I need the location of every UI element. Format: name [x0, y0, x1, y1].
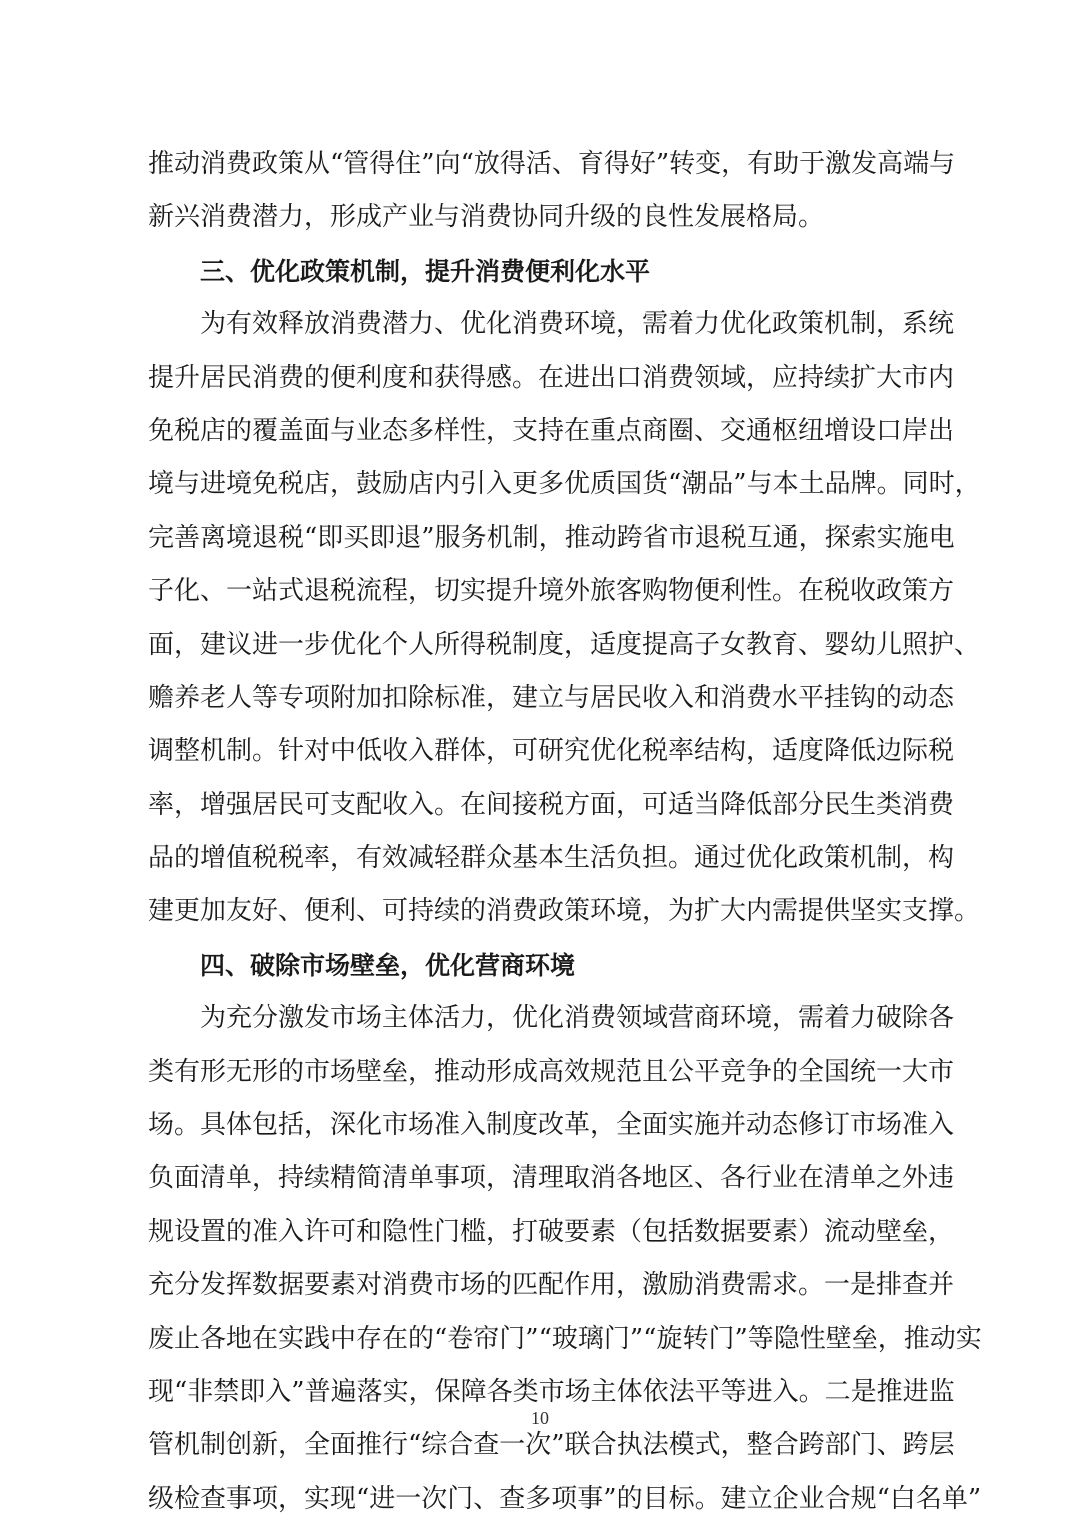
document-body: [148, 138, 982, 1526]
body-line: 场。具体包括，深化市场准入制度改革，全面实施并动态修订市场准入: [148, 1110, 955, 1141]
body-line: 子化、一站式退税流程，切实提升境外旅客购物便利性。在税收政策方: [148, 576, 955, 607]
body-line: 规设置的准入许可和隐性门槛，打破要素（包括数据要素）流动壁垒，: [148, 1216, 955, 1247]
body-line: 面，建议进一步优化个人所得税制度，适度提高子女教育、婴幼儿照护、: [148, 629, 981, 660]
body-line: 废止各地在实践中存在的“卷帘门”“玻璃门”“旋转门”等隐性壁垒，推动实: [148, 1323, 982, 1354]
section-heading-4: 四、破除市场壁垒，优化营商环境: [200, 950, 576, 980]
body-line: 赡养老人等专项附加扣除标准，建立与居民收入和消费水平挂钩的动态: [148, 682, 955, 713]
body-line: 管机制创新，全面推行“综合查一次”联合执法模式，整合跨部门、跨层: [148, 1430, 955, 1461]
body-line: 负面清单，持续精简清单事项，清理取消各地区、各行业在清单之外违: [148, 1163, 955, 1194]
body-line: 为充分激发市场主体活力，优化消费领域营商环境，需着力破除各: [200, 1003, 955, 1034]
body-line: 免税店的覆盖面与业态多样性，支持在重点商圈、交通枢纽增设口岸出: [148, 415, 955, 446]
body-line: 提升居民消费的便利度和获得感。在进出口消费领域，应持续扩大市内: [148, 362, 955, 393]
body-line: 境与进境免税店，鼓励店内引入更多优质国货“潮品”与本土品牌。同时，: [148, 469, 981, 500]
body-line: 品的增值税税率，有效减轻群众基本生活负担。通过优化政策机制，构: [148, 843, 955, 874]
section-heading-3: 三、优化政策机制，提升消费便利化水平: [200, 256, 651, 286]
body-line: 推动消费政策从“管得住”向“放得活、育得好”转变，有助于激发高端与: [148, 149, 956, 179]
body-line: 建更加友好、便利、可持续的消费政策环境，为扩大内需提供坚实支撑。: [148, 896, 981, 927]
body-line: 调整机制。针对中低收入群体，可研究优化税率结构，适度降低边际税: [148, 736, 955, 767]
body-line: 新兴消费潜力，形成产业与消费协同升级的良性发展格局。: [148, 202, 825, 233]
body-line: 现“非禁即入”普遍落实，保障各类市场主体依法平等进入。二是推进监: [148, 1376, 955, 1407]
page-number: 10: [531, 1408, 549, 1428]
body-line: 完善离境退税“即买即退”服务机制，推动跨省市退税互通，探索实施电: [148, 522, 955, 553]
body-line: 类有形无形的市场壁垒，推动形成高效规范且公平竞争的全国统一大市: [148, 1056, 955, 1087]
body-line: 充分发挥数据要素对消费市场的匹配作用，激励消费需求。一是排查并: [148, 1270, 955, 1301]
body-line: 为有效释放消费潜力、优化消费环境，需着力优化政策机制，系统: [200, 309, 955, 340]
body-line: 级检查事项，实现“进一次门、查多项事”的目标。建立企业合规“白名单”: [148, 1483, 982, 1514]
body-line: 率，增强居民可支配收入。在间接税方面，可适当降低部分民生类消费: [148, 789, 955, 820]
